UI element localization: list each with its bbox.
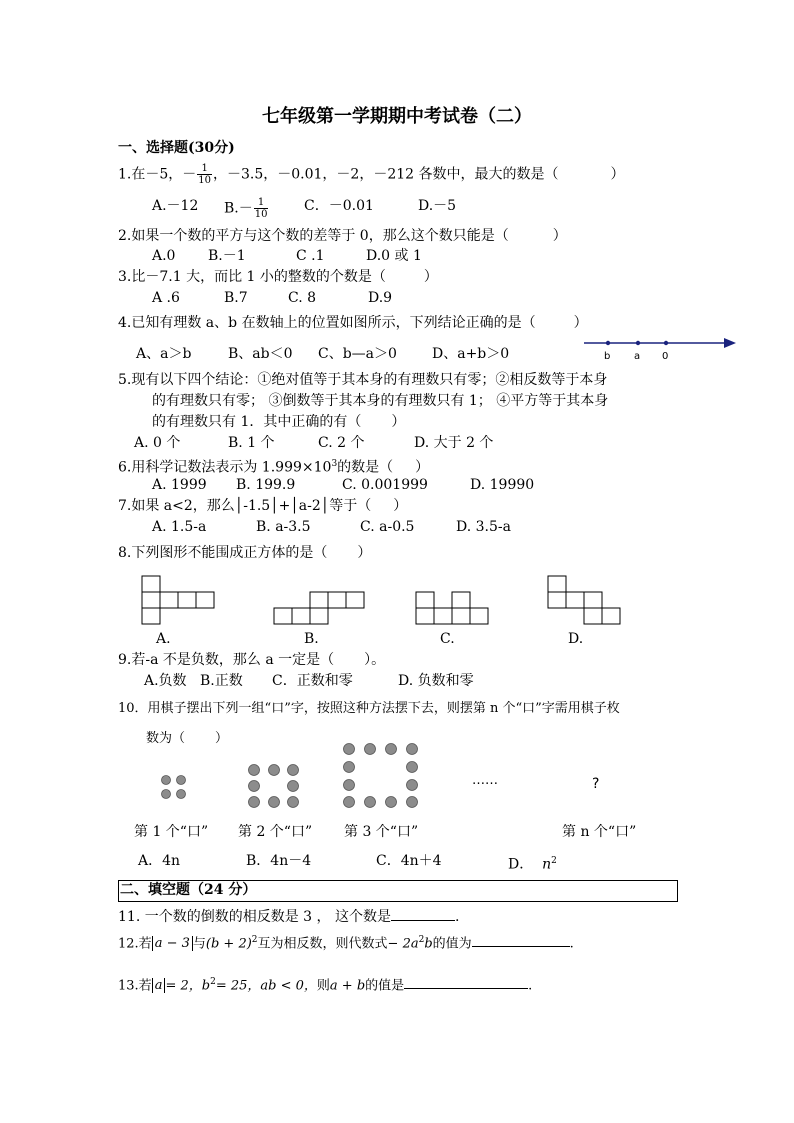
q11-end-mark: .: [454, 909, 460, 925]
q6-stem-part-a: 6.用科学记数法表示为 1.999×10: [118, 459, 332, 476]
question-13: [118, 973, 532, 995]
q9-option-b: B.正数: [200, 673, 243, 689]
q3-paren-close: ）: [423, 269, 438, 285]
q6-option-a: A. 1999: [152, 477, 207, 493]
q7-paren-close: ）: [393, 498, 408, 514]
question-8-stem: [118, 544, 371, 562]
q12-square-base: (b + 2): [205, 936, 252, 952]
question-4-stem: [118, 314, 588, 332]
q4-option-b: B、ab＜0: [228, 346, 293, 362]
axis-label-zero: 0: [662, 351, 669, 362]
q2-paren-close: ）: [552, 228, 567, 244]
pattern-unknown: ?: [592, 776, 600, 792]
q1-option-b: [224, 197, 269, 220]
q1-option-b-prefix: B.－: [224, 200, 253, 217]
q12-connector: 与: [192, 936, 206, 952]
q10-option-a: A．4n: [138, 853, 181, 869]
q3-option-b: B.7: [224, 290, 248, 306]
q13-prefix: 13.若: [118, 978, 152, 994]
caption-pattern-1: 第 1 个“口”: [134, 824, 209, 840]
point-zero-marker: [664, 341, 668, 345]
q12-square-exponent: 2: [251, 935, 258, 945]
q1-option-b-fraction: [254, 197, 269, 220]
q8-paren-close: ）: [357, 545, 372, 561]
q2-option-a: A.0: [152, 248, 176, 264]
q13-connector: 则: [316, 978, 330, 994]
q7-option-c: C. a-0.5: [360, 519, 415, 535]
q12-middle-text: 互为相反数，则代数式: [257, 936, 388, 952]
pattern-2: [249, 765, 299, 808]
q4-paren-close: ）: [573, 315, 588, 331]
q2-stem-text: 2.如果一个数的平方与这个数的差等于 0，那么这个数只能是（: [118, 228, 509, 244]
q6-exponent: 3: [331, 459, 338, 469]
q3-stem-text: 3.比－7.1 大，而比 1 小的整数的个数是（: [118, 269, 386, 285]
caption-pattern-n: 第 n 个“口”: [562, 824, 637, 840]
q5-option-d: D. 大于 2 个: [414, 435, 494, 451]
q3-option-c: C. 8: [288, 290, 317, 306]
q13-value-text: 的值是: [365, 978, 405, 994]
point-b-marker: [606, 341, 610, 345]
q1-option-a: A.－12: [152, 198, 199, 214]
q13-equation-1: = 2，b: [165, 978, 211, 994]
q1-stem-part-b: ，－3.5，－0.01，－2，－212 各数中，最大的数是（: [213, 166, 559, 183]
q7-option-b: B. a-3.5: [256, 519, 311, 535]
net-label-d: D.: [568, 631, 584, 647]
q5-paren-close: ）: [391, 414, 406, 430]
q7-option-a: A. 1.5-a: [152, 519, 207, 535]
number-line-figure: [580, 334, 740, 364]
q7-option-d: D. 3.5-a: [456, 519, 511, 535]
q4-option-c: C、b—a＞0: [318, 346, 397, 362]
q5-option-a: A. 0 个: [134, 435, 181, 451]
page-title: 七年级第一学期期中考试卷（二）: [262, 106, 532, 127]
section-fill-header: 二、填空题（24 分）: [120, 882, 257, 898]
question-1-stem: [118, 163, 625, 186]
q11-stem-text: 11. 一个数的倒数的相反数是 3 ， 这个数是: [118, 909, 391, 925]
net-d: [548, 576, 620, 624]
q5-line-3-text: 的有理数只有 1．其中正确的有（: [152, 414, 362, 430]
q9-stem-text: 9.若-a 不是负数，那么 a 一定是（: [118, 652, 335, 668]
caption-pattern-3: 第 3 个“口”: [344, 824, 419, 840]
q6-stem-part-b: 的数是（: [337, 459, 394, 476]
question-2-stem: [118, 227, 567, 245]
q10-option-d-label: D．: [508, 856, 534, 873]
axis-label-a: a: [634, 351, 641, 362]
q8-stem-text: 8.下列图形不能围成正方体的是（: [118, 545, 328, 561]
pattern-3: [344, 744, 418, 808]
q12-expression: − 2a: [387, 936, 419, 952]
q12-expression-tail: b: [424, 936, 433, 952]
q9-paren-close: ）。: [364, 652, 386, 668]
net-label-c: C.: [440, 631, 455, 647]
q2-option-d: D.0 或 1: [366, 248, 422, 264]
q4-option-d: D、a+b＞0: [432, 346, 510, 362]
q13-expression: a + b: [329, 978, 366, 994]
q6-option-c: C. 0.001999: [342, 477, 428, 493]
q12-prefix: 12.若: [118, 936, 152, 952]
q1-option-c: C．－0.01: [304, 198, 374, 214]
pattern-1: [162, 776, 186, 799]
q10-stem2-text: 数为（: [146, 731, 186, 746]
question-3-stem: [118, 268, 438, 286]
q4-option-a: A、a＞b: [136, 346, 192, 362]
q10-option-c: C．4n＋4: [376, 853, 442, 869]
question-11: [118, 906, 459, 926]
net-a: [142, 576, 214, 624]
q11-answer-blank[interactable]: [391, 906, 455, 921]
q9-option-d: D. 负数和零: [398, 673, 474, 689]
fraction-numerator: 1: [254, 197, 269, 209]
q5-option-b: B. 1 个: [228, 435, 275, 451]
net-label-b: B.: [304, 631, 319, 647]
section-choice-header: 一、选择题(30分): [118, 140, 235, 156]
chess-pattern-figure: [150, 738, 630, 818]
q1-option-d: D.－5: [418, 198, 457, 214]
q10-option-b: B．4n－4: [246, 853, 312, 869]
q9-option-a: A.负数: [144, 673, 187, 689]
q13-end-mark: .: [528, 978, 533, 994]
q1-paren-close: ）: [610, 166, 625, 183]
q2-option-c: C .1: [296, 248, 325, 264]
q2-option-b: B.－1: [208, 248, 246, 264]
q13-exponent: 2: [210, 977, 216, 987]
q13-answer-blank[interactable]: [404, 974, 528, 989]
q10-paren-close: ）: [215, 731, 229, 746]
q6-paren-close: ）: [415, 459, 430, 476]
q5-option-c: C. 2 个: [318, 435, 365, 451]
q12-absolute-expression: a − 3: [152, 936, 193, 951]
q7-stem-text: 7.如果 a<2，那么│-1.5│+│a-2│等于（: [118, 498, 372, 514]
q3-option-a: A .6: [152, 290, 180, 306]
number-line-arrow: [724, 338, 736, 348]
q5-line-1: 5.现有以下四个结论：①绝对值等于其本身的有理数只有零；②相反数等于本身: [118, 372, 608, 388]
q6-option-d: D. 19990: [470, 477, 535, 493]
q10-option-d-base: n: [542, 856, 552, 873]
question-10-stem: 10．用棋子摆出下列一组“口”字，按照这种方法摆下去，则摆第 n 个“口”字需用棋子枚: [118, 701, 620, 716]
q13-equation-2: = 25，ab < 0，: [215, 978, 317, 994]
q3-option-d: D.9: [368, 290, 393, 306]
q12-expression-exponent: 2: [418, 935, 425, 945]
q12-end-mark: .: [569, 936, 574, 952]
question-12: [118, 931, 574, 953]
question-6-stem: [118, 455, 429, 477]
q1-stem-part-a: 1.在－5，－: [118, 166, 197, 183]
fraction-denominator: 10: [254, 209, 268, 220]
net-c: [416, 592, 488, 624]
q10-option-d: [508, 852, 557, 874]
fraction-denominator: 10: [198, 175, 211, 186]
q9-option-c: C．正数和零: [272, 673, 353, 689]
pattern-ellipsis: ……: [472, 773, 498, 788]
point-a-marker: [636, 341, 640, 345]
caption-pattern-2: 第 2 个“口”: [238, 824, 313, 840]
q12-answer-blank[interactable]: [472, 932, 570, 947]
net-label-a: A.: [156, 631, 171, 647]
q13-absolute-variable: a: [152, 978, 166, 993]
cube-nets-figure: [130, 570, 640, 628]
question-9-stem: [118, 651, 385, 669]
q1-fraction: [197, 163, 212, 186]
q5-line-2: 的有理数只有零； ③倒数等于其本身的有理数只有 1； ④平方等于其本身: [152, 393, 609, 409]
net-b: [274, 592, 364, 624]
q5-line-3: [152, 413, 405, 431]
q6-option-b: B. 199.9: [236, 477, 296, 493]
fraction-numerator: 1: [197, 163, 212, 175]
q10-option-d-exponent: 2: [551, 856, 557, 866]
q12-value-text: 的值为: [432, 936, 472, 952]
axis-label-b: b: [604, 351, 611, 362]
question-7-stem: [118, 497, 407, 515]
q4-stem-text: 4.已知有理数 a、b 在数轴上的位置如图所示，下列结论正确的是（: [118, 315, 536, 331]
